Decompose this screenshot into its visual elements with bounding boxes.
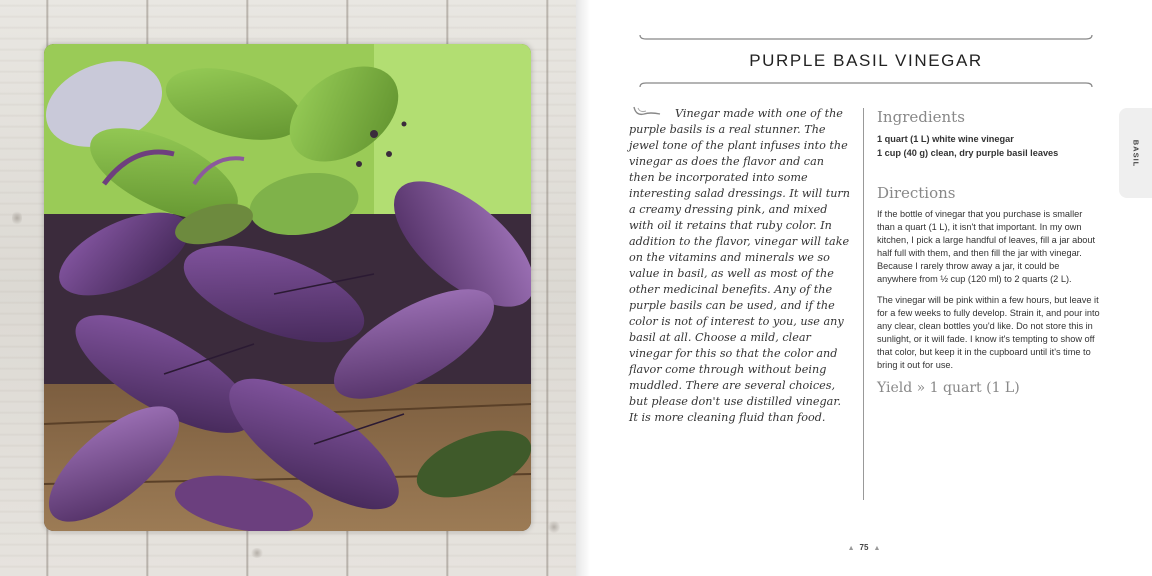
page-title: PURPLE BASIL VINEGAR xyxy=(749,51,983,70)
leaf-ornament-icon: ▲ xyxy=(847,545,855,552)
directions-paragraph: The vinegar will be pink within a few hours, but leave it for a few weeks to fully develop. Strain it, and pour into any clear, clean bottles you'd like. Do not store this in sunlight, or it will fade. I know it's tempting to show off that color, but keep it in the cupboard until it's time to bring it out for use. xyxy=(877,295,1100,370)
gutter-shadow xyxy=(576,0,590,576)
leaf-ornament-icon: ▲ xyxy=(873,545,881,552)
directions-heading: Directions xyxy=(877,184,956,202)
ingredients-heading: Ingredients xyxy=(877,108,965,126)
ingredients-list xyxy=(877,132,1101,160)
recipe-details xyxy=(877,108,1101,396)
chapter-tab-text: BASIL xyxy=(1131,139,1140,167)
wood-knot xyxy=(548,520,560,534)
page-number-text: 75 xyxy=(859,543,869,552)
recipe-intro: Vinegar made with one of the purple basils is a real stunner. The jewel tone of the plant infuses into the vinegar as does the flavor and can then be incorporated into some interesting salad dressings. It will turn a creamy dressing pink, and mixed with oil it retains that ruby color. In addition to the flavor, vinegar will take on the vitamins and minerals we so value in basil, as well as most of the other medicinal benefits. Any of the purple basils can be used, and if the color is not of interest to you, use any basil at all. Choose a mild, clear vinegar for this so that the color and flavor come through without being muddled. There are several choices, but please don't use distilled vinegar. It is more cleaning fluid than food. xyxy=(629,107,850,424)
recipe-yield: Yield » 1 quart (1 L) xyxy=(877,380,1020,396)
basil-leaves-illustration xyxy=(44,44,531,531)
ingredient-item: 1 cup (40 g) clean, dry purple basil leaves xyxy=(877,148,1059,158)
ingredient-item: 1 quart (1 L) white wine vinegar xyxy=(877,134,1014,144)
page-number xyxy=(820,543,908,552)
title-rule-bottom xyxy=(638,80,1094,88)
purple-basil-photo xyxy=(44,44,531,531)
wood-knot xyxy=(12,210,22,226)
wood-knot xyxy=(250,548,264,558)
column-divider xyxy=(863,108,864,500)
directions-paragraph: If the bottle of vinegar that you purchase is smaller than a quart (1 L), it isn't that important. In my own kitchen, I pick a large handful of leaves, fill a jar about half full with them, and then fill the jar with vinegar. Because I rarely throw away a jar, it could be anywhere from ½ cup (120 ml) to 2 quarts (2 L). xyxy=(877,209,1096,284)
title-rule-top xyxy=(638,34,1094,42)
chapter-tab-label xyxy=(1119,108,1152,198)
